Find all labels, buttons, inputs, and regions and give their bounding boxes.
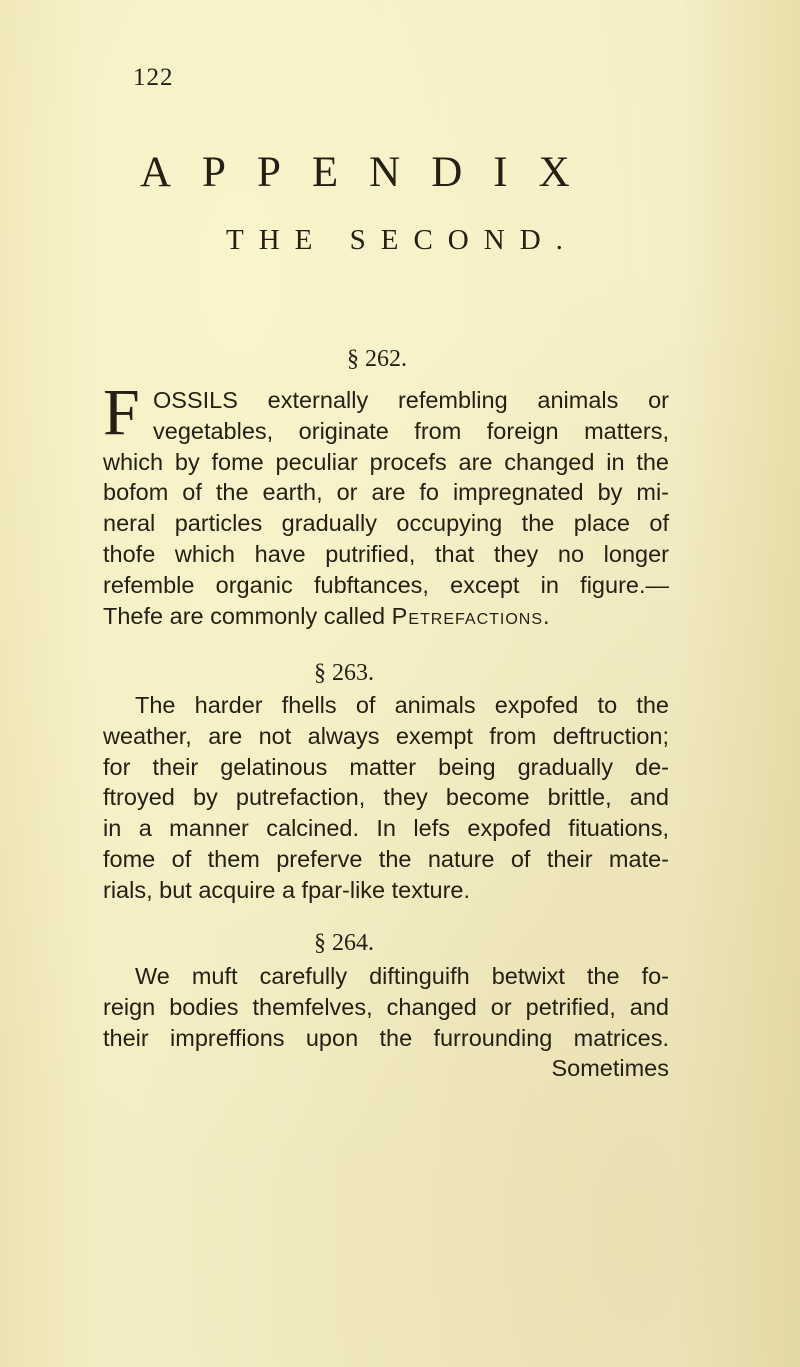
text-line: thofe which have putrified, that they no longer [103, 540, 669, 567]
page-number: 122 [133, 64, 174, 91]
drop-cap: F [103, 376, 140, 449]
section-mark-262: § 262. [347, 346, 407, 372]
text-line: We muft carefully diftinguifh betwixt the fo- [135, 963, 669, 989]
text-line: in a manner calcined. In lefs expofed fituations, [103, 815, 669, 842]
text-line: their impreffions upon the furrounding matrices. [103, 1024, 669, 1051]
text-line: neral particles gradually occupying the place of [103, 510, 669, 537]
text-line: reign bodies themfelves, changed or petrified, and [103, 993, 669, 1020]
text-line: which by fome peculiar procefs are changed in the [103, 448, 669, 475]
paragraph-263 [103, 690, 669, 906]
heading-title: APPENDIX [140, 149, 601, 196]
term-petrefactions: Petrefactions. [391, 602, 551, 629]
paragraph-264 [103, 961, 669, 1084]
catchword: Sometimes [551, 1055, 669, 1082]
text-line-final [103, 601, 669, 632]
text-line: fome of them preferve the nature of their mate- [103, 845, 669, 872]
text-line: ftroyed by putrefaction, they become brittle, and [103, 784, 669, 811]
section-mark-263: § 263. [314, 660, 374, 686]
text-line: weather, are not always exempt from deftruction; [103, 722, 669, 749]
section-mark-264: § 264. [314, 930, 374, 956]
text-line: OSSILS externally refembling animals or [153, 387, 669, 413]
text-line: rials, but acquire a fpar-like texture. [103, 876, 471, 903]
text-line: Thefe are commonly called [103, 602, 386, 629]
text-line: bofom of the earth, or are fo impregnated by mi- [103, 479, 669, 506]
text-line: refemble organic fubftances, except in figure.— [103, 571, 669, 598]
text-line: for their gelatinous matter being gradually de- [103, 753, 669, 780]
text-line: The harder fhells of animals expofed to the [135, 692, 669, 718]
text-line: vegetables, originate from foreign matters, [153, 417, 669, 444]
heading-subtitle: THE SECOND. [226, 224, 578, 256]
